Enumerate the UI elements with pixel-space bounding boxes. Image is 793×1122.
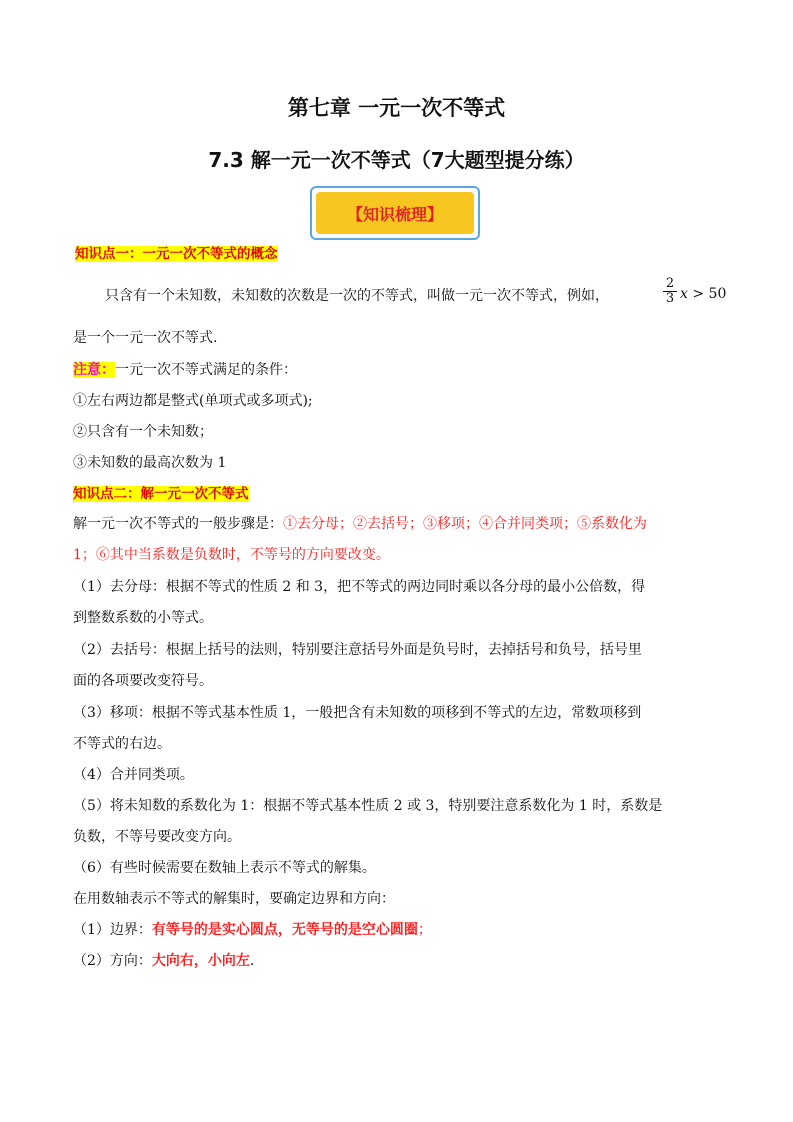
- note-item-2: ②只含有一个未知数；: [73, 424, 213, 440]
- edge-end: ；: [417, 922, 432, 938]
- step3-line1: （3）移项：根据不等式基本性质 1，一般把含有未知数的项移到不等式的左边，常数项移到: [73, 705, 642, 721]
- steps-line1: [73, 514, 647, 534]
- steps-intro: 解一元一次不等式的一般步骤是：: [73, 516, 283, 532]
- direction-end: .: [249, 953, 255, 969]
- section2-heading: 知识点二：解一元一次不等式: [73, 486, 249, 502]
- step5-line2: 负数，不等号要改变方向。: [73, 829, 241, 845]
- edge-rule-line: [73, 920, 432, 940]
- step1-line1: （1）去分母：根据不等式的性质 2 和 3，把不等式的两边同时乘以各分母的最小公倍数，得: [73, 579, 646, 595]
- edge-label: （1）边界：: [73, 922, 152, 938]
- note-item-1: ①左右两边都是整式(单项式或多项式);: [73, 393, 313, 409]
- knowledge-box-label: 【知识梳理】: [316, 192, 474, 234]
- steps-red-2: 1；⑥其中当系数是负数时，不等号的方向要改变。: [73, 547, 390, 563]
- section1-para-line1: 只含有一个未知数，未知数的次数是一次的不等式，叫做一元一次不等式，例如，: [105, 288, 609, 304]
- inequality-example: [680, 286, 726, 302]
- steps-red-1: ①去分母；②去括号；③移项；④合并同类项；⑤系数化为: [283, 516, 647, 532]
- direction-label: （2）方向：: [73, 953, 152, 969]
- step2-line1: （2）去括号：根据上括号的法则，特别要注意括号外面是负号时，去掉括号和负号，括号里: [73, 642, 642, 658]
- step3-line2: 不等式的右边。: [73, 736, 171, 752]
- fraction-numerator: 2: [663, 277, 677, 292]
- knowledge-box: [310, 186, 480, 240]
- chapter-title: 第七章 一元一次不等式: [287, 96, 506, 120]
- step1-line2: 到整数系数的小等式。: [73, 610, 213, 626]
- step6: （6）有些时候需要在数轴上表示不等式的解集。: [73, 860, 376, 876]
- section2-heading-line: [73, 484, 249, 504]
- numberline-intro: 在用数轴表示不等式的解集时，要确定边界和方向：: [73, 891, 395, 907]
- direction-rule: 大向右，小向左: [151, 953, 250, 969]
- direction-rule-line: [73, 951, 254, 971]
- fraction-two-thirds: [663, 277, 677, 306]
- section1-heading: 知识点一：一元一次不等式的概念: [75, 246, 278, 262]
- step4: （4）合并同类项。: [73, 767, 194, 783]
- inequality-rest: > 50: [687, 286, 727, 302]
- step5-line1: （5）将未知数的系数化为 1：根据不等式基本性质 2 或 3，特别要注意系数化为 1 时，系数是: [73, 798, 663, 814]
- section1-para-line2: 是一个一元一次不等式.: [73, 330, 218, 346]
- fraction-denominator: 3: [665, 291, 675, 306]
- note-item-3: ③未知数的最高次数为 1: [73, 455, 227, 471]
- edge-rule: 有等号的是实心圆点，无等号的是空心圆圈: [151, 922, 418, 938]
- note-label: 注意：: [73, 362, 115, 378]
- section-title: 7.3 解一元一次不等式（7大题型提分练）: [208, 148, 585, 172]
- section1-heading-line: [75, 244, 278, 264]
- step2-line2: 面的各项要改变符号。: [73, 673, 213, 689]
- note-text: 一元一次不等式满足的条件：: [115, 362, 297, 378]
- note-line: [73, 360, 297, 380]
- inequality-variable: x: [680, 286, 688, 302]
